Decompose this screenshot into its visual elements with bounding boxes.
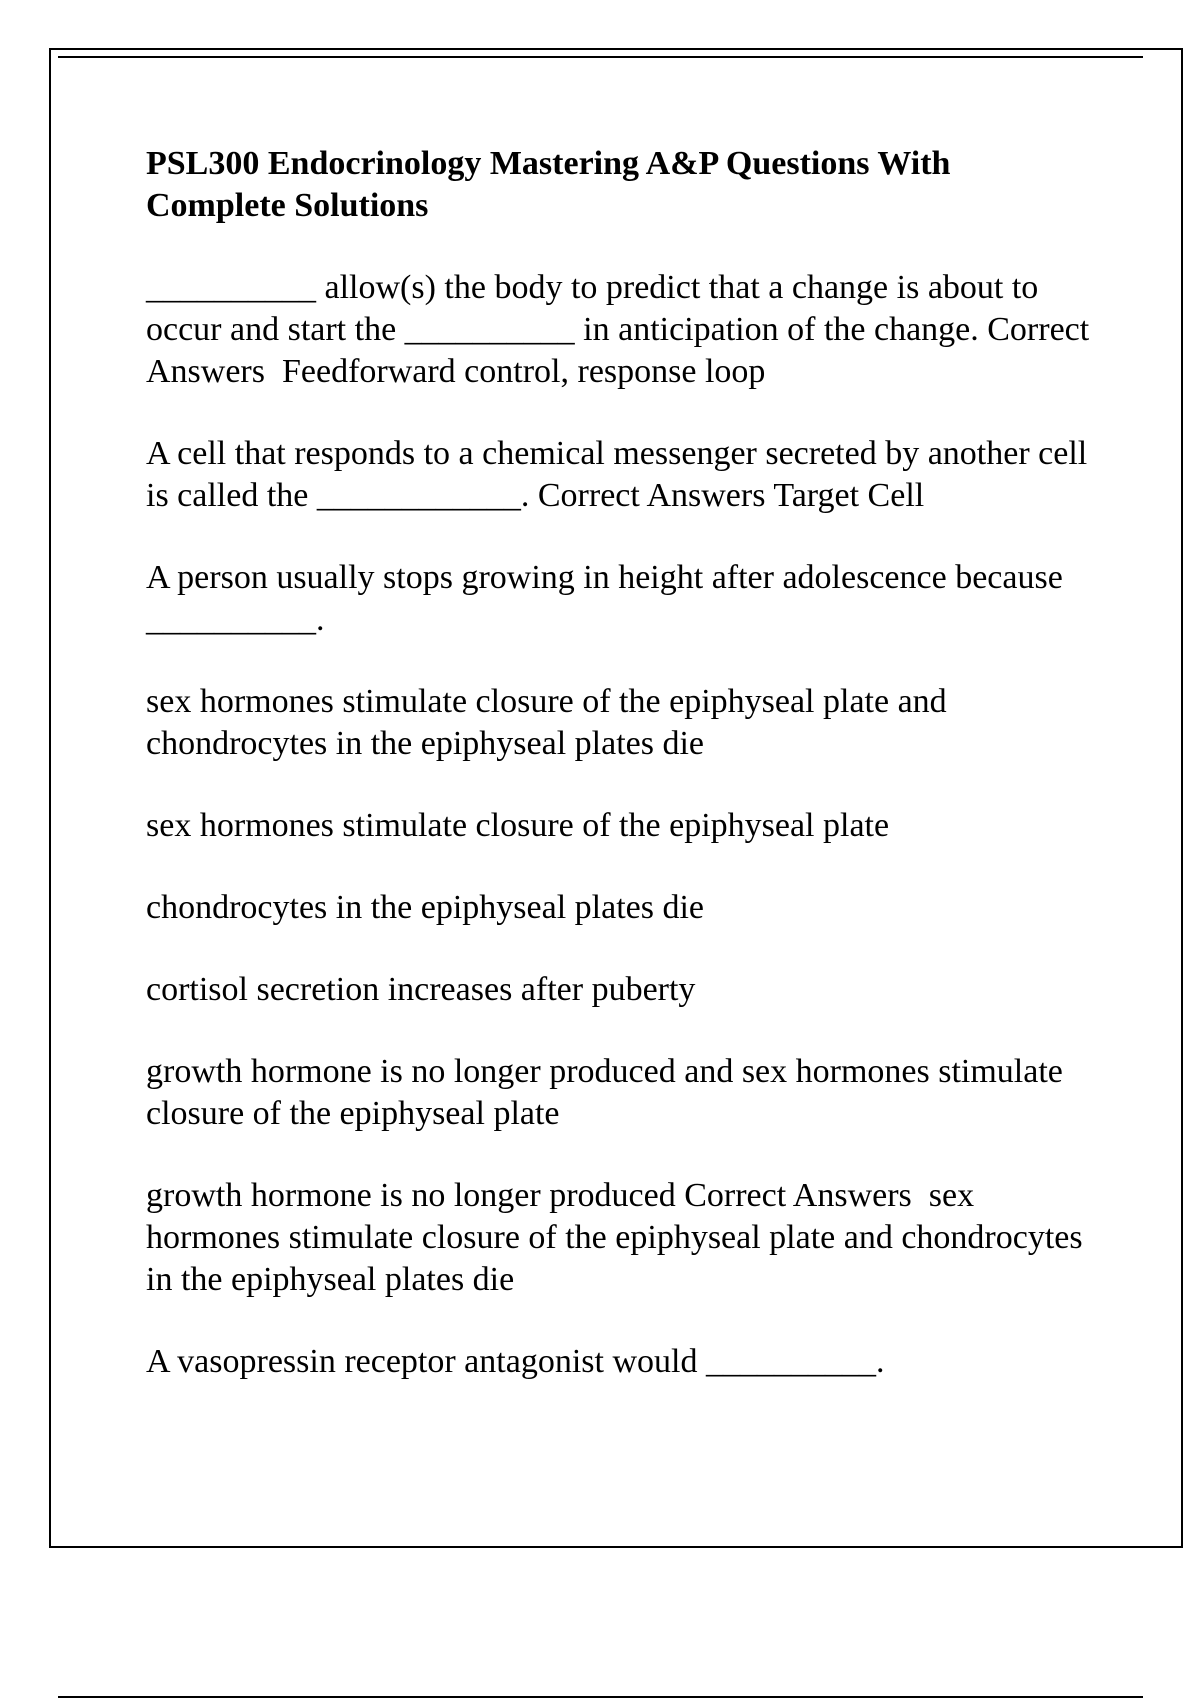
question-vasopressin: A vasopressin receptor antagonist would __________. bbox=[146, 1343, 885, 1380]
question-target-cell: A cell that responds to a chemical messenger secreted by another cell is called the ____________. Correct Answers Target Cell bbox=[146, 435, 1096, 514]
answer-option: sex hormones stimulate closure of the epiphyseal plate and chondrocytes in the epiphyseal plates die bbox=[146, 683, 956, 762]
footer-rule bbox=[58, 1696, 1143, 1698]
answer-option: sex hormones stimulate closure of the epiphyseal plate bbox=[146, 807, 890, 844]
answer-option-with-correct: growth hormone is no longer produced Correct Answers sex hormones stimulate closure of the epiphyseal plate and chondrocytes in the epiphyseal plates die bbox=[146, 1177, 1092, 1298]
document-title: PSL300 Endocrinology Mastering A&P Questions With Complete Solutions bbox=[146, 145, 951, 224]
answer-option: cortisol secretion increases after puberty bbox=[146, 971, 696, 1008]
document-body bbox=[146, 143, 1096, 1423]
answer-option: chondrocytes in the epiphyseal plates die bbox=[146, 889, 704, 926]
header-rule bbox=[58, 56, 1143, 58]
answer-option: growth hormone is no longer produced and sex hormones stimulate closure of the epiphyseal plate bbox=[146, 1053, 1072, 1132]
question-growth-stop: A person usually stops growing in height after adolescence because __________. bbox=[146, 559, 1072, 638]
question-feedforward: __________ allow(s) the body to predict that a change is about to occur and start the __________ in anticipation of the change. Correct Answers Feedforward control, response loop bbox=[146, 269, 1096, 390]
